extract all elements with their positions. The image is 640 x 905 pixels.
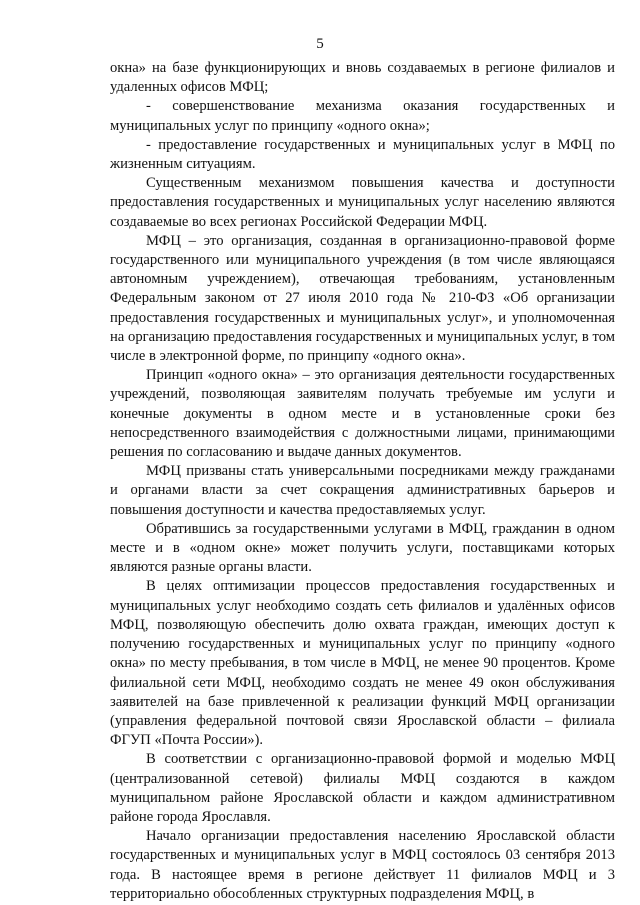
paragraph-3: - предоставление государственных и муниципальных услуг в МФЦ по жизненным ситуациям. — [110, 136, 615, 173]
page-number: 5 — [316, 36, 324, 52]
document-body — [110, 59, 615, 904]
paragraph-4: Существенным механизмом повышения качества и доступности предоставления государственных и муниципальных услуг населению являются создаваемые во всех регионах Российской Федерации МФЦ. — [110, 175, 615, 230]
paragraph-7: МФЦ призваны стать универсальными посредниками между гражданами и органами власти за счет сокращения административных барьеров и повышения доступности и качества предоставляемых услуг. — [110, 463, 615, 518]
paragraph-9: В целях оптимизации процессов предоставления государственных и муниципальных услуг необходимо создать сеть филиалов и удалённых офисов МФЦ, позволяющую обеспечить долю охвата граждан, имеющих доступ к получению государственных и муниципальных услуг по принципу «одного окна» по месту пребывания, в том числе в МФЦ, не менее 90 процентов. Кроме филиальной сети МФЦ, необходимо создать не менее 49 окон обслуживания заявителей на базе привлеченной к реализации функций МФЦ организации (управления федеральной почтовой связи Ярославской области – филиала ФГУП «Почта России»). — [110, 578, 615, 749]
paragraph-8: Обратившись за государственными услугами в МФЦ, гражданин в одном месте и в «одном окне» может получить услуги, поставщиками которых являются разные органы власти. — [110, 520, 615, 576]
paragraph-10: В соответствии с организационно-правовой формой и моделью МФЦ (централизованной сетевой) филиалы МФЦ создаются в каждом муниципальном районе Ярославской области и каждом административном районе города Ярославля. — [110, 751, 615, 825]
paragraph-6: Принцип «одного окна» – это организация деятельности государственных учреждений, позволяющая заявителям получать требуемые им услуги и конечные документы в одном месте и в установленные сроки без непосредственного взаимодействия с должностными лицами, принимающими решения по согласованию и выдаче данных документов. — [110, 367, 615, 461]
paragraph-11: Начало организации предоставления населению Ярославской области государственных и муниципальных услуг в МФЦ состоялось 03 сентября 2013 года. В настоящее время в регионе действует 11 филиалов МФЦ и 3 территориально обособленных структурных подразделения МФЦ, в — [110, 828, 615, 902]
paragraph-5: МФЦ – это организация, созданная в организационно-правовой форме государственного или муниципального учреждения (в том числе являющаяся автономным учреждением), отвечающая требованиям, установленным Федеральным законом от 27 июля 2010 года № 210-ФЗ «Об организации предоставления государственных и муниципальных услуг», и уполномоченная на организацию предоставления государственных и муниципальных услуг, в том числе в электронной форме, по принципу «одного окна». — [110, 232, 615, 365]
paragraph-2: - совершенствование механизма оказания государственных и муниципальных услуг по принципу «одного окна»; — [110, 98, 615, 134]
paragraph-1: окна» на базе функционирующих и вновь создаваемых в регионе филиалов и удаленных офисов МФЦ; — [110, 60, 615, 96]
